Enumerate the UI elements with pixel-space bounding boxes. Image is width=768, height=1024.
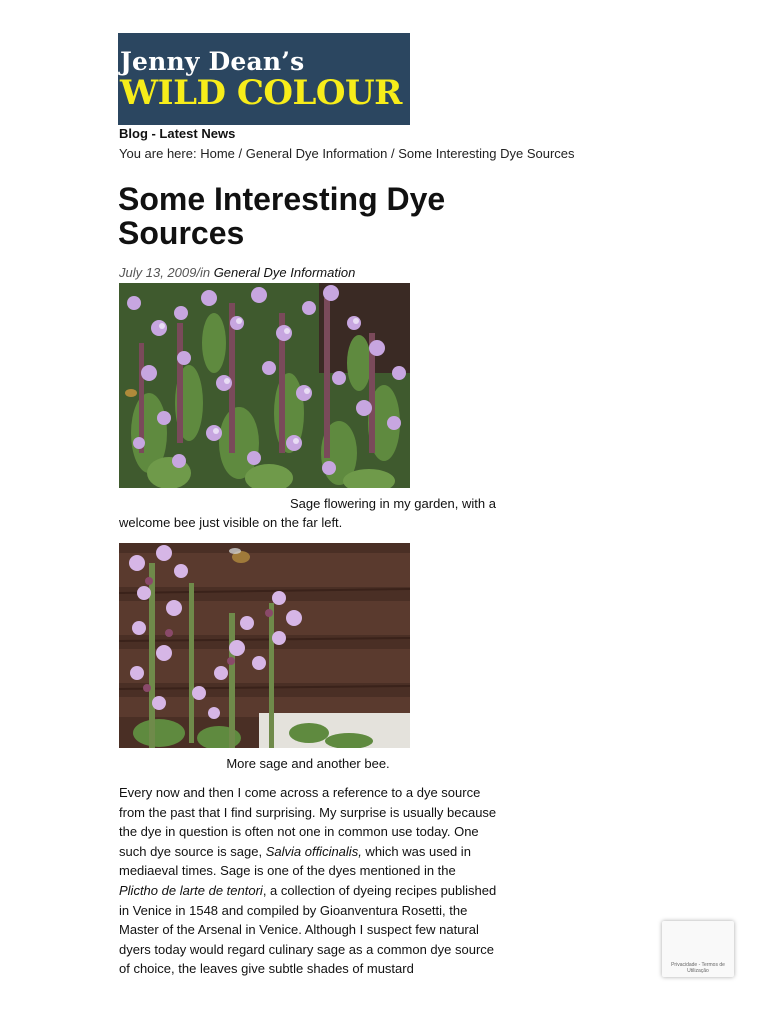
book-title: Plictho de larte de tentori [119,882,263,898]
post-in-label: /in [196,265,214,280]
bee-icon [125,389,137,397]
image-caption: Sage flowering in my garden, with a welcome bee just visible on the far left. [119,496,496,530]
logo-line-brand: WILD COLOUR [120,73,402,113]
logo-line-name: Jenny Dean’s [120,47,305,76]
breadcrumb-home-link[interactable]: Home [200,146,235,161]
breadcrumb-category-link[interactable]: General Dye Information [245,146,388,161]
post-body-paragraph: Every now and then I come across a reference to a dye source from the past that I find surprising. My surprise is usually because the dye in question is often not one in common use today. One such dye source is sage, Salvia officinalis, which was used in mediaeval times. Sage is one of the dyes mentioned in the Plictho de larte de tentori, a collection of dyeing recipes published in Venice in 1548 and compiled by Gioanventura Rosetti, the Master of the Arsenal in Venice. Although I suspect few natural dyers today would regard culinary sage as a common dye source of choice, the leaves give subtle shades of mustard [119,785,497,977]
breadcrumb-prefix: You are here: [119,146,201,161]
recaptcha-links[interactable]: Privacidade - Termos de Utilização [671,962,725,974]
site-logo[interactable] [118,33,410,125]
image-caption: More sage and another bee. [226,756,390,771]
post-date: July 13, 2009 [119,265,197,280]
sage-fence-photo [119,543,410,748]
recaptcha-badge[interactable] [662,921,734,977]
breadcrumb-separator: / [387,146,399,161]
breadcrumb [119,146,575,161]
sage-garden-photo [119,283,410,488]
species-name: Salvia officinalis, [265,843,362,859]
breadcrumb-current: Some Interesting Dye Sources [398,146,575,161]
post-meta [119,265,355,280]
blog-latest-news-link[interactable]: Blog - Latest News [119,126,236,141]
breadcrumb-separator: / [234,146,246,161]
post-category-link[interactable]: General Dye Information [213,265,356,280]
page-title: Some Interesting Dye Sources [118,181,446,251]
